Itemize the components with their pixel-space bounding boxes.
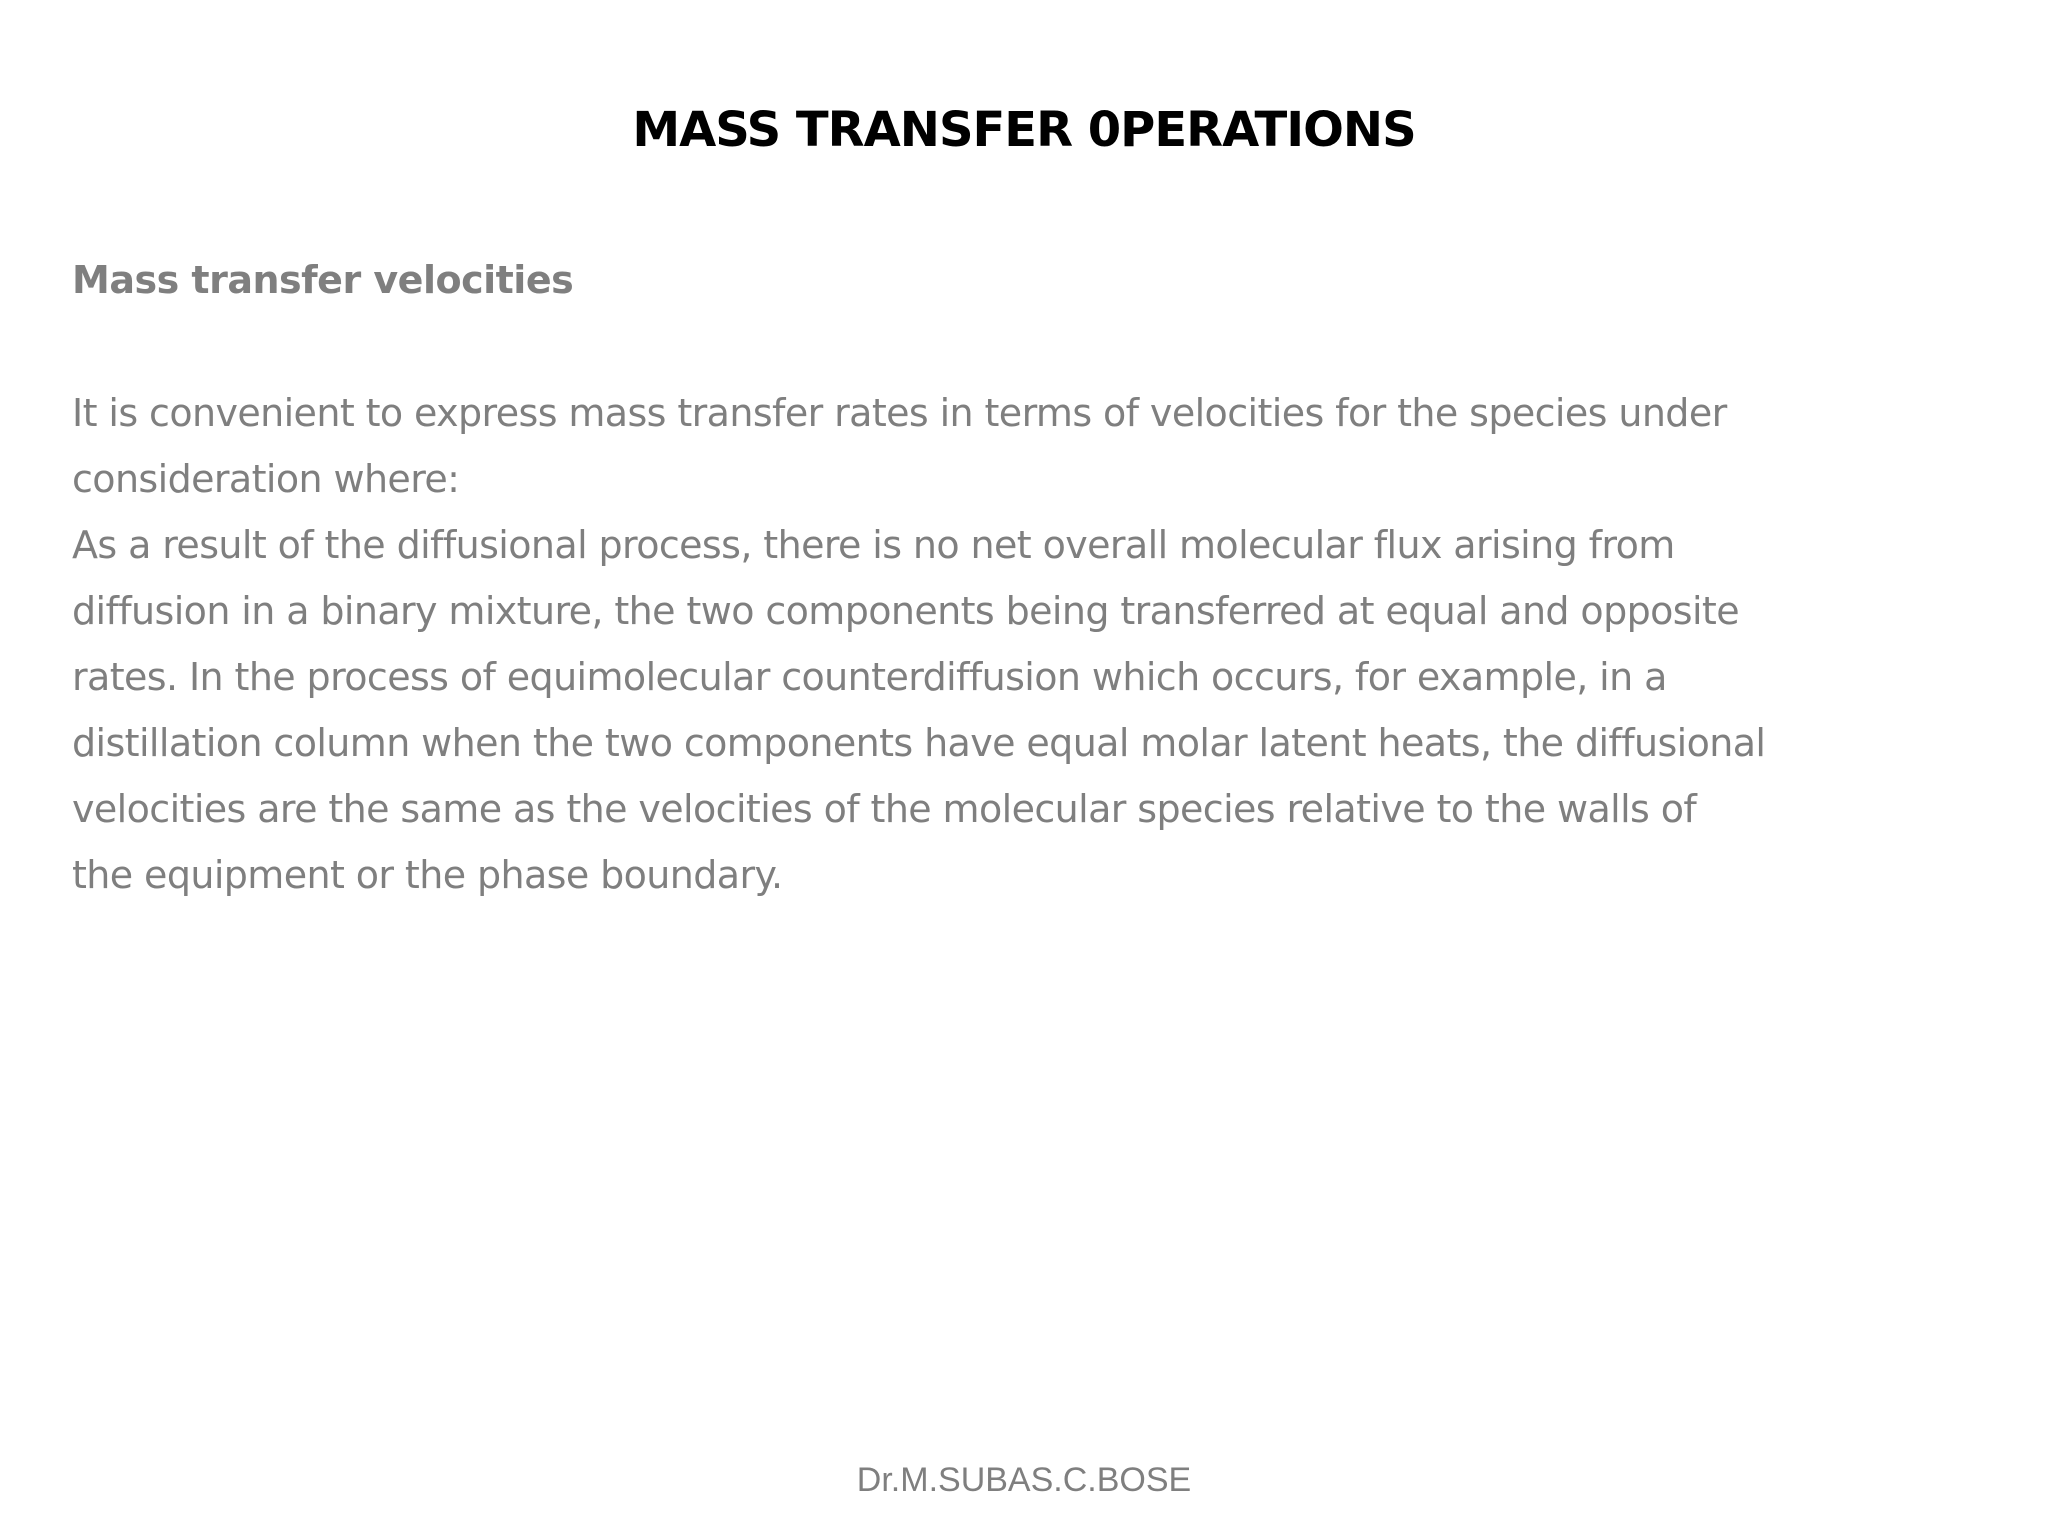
body-line: As a result of the diffusional process, there is no net overall molecular flux arising from	[72, 523, 1675, 567]
body-line: the equipment or the phase boundary.	[72, 853, 783, 897]
body-line: It is convenient to express mass transfer rates in terms of velocities for the species under	[72, 391, 1727, 435]
slide-title: MASS TRANSFER 0PERATIONS	[632, 102, 1416, 158]
body-line: diffusion in a binary mixture, the two components being transferred at equal and opposite	[72, 589, 1740, 633]
body-line: velocities are the same as the velocities of the molecular species relative to the walls of	[72, 787, 1697, 831]
body-text	[72, 380, 1972, 908]
author-footer: Dr.M.SUBAS.C.BOSE	[856, 1461, 1192, 1499]
body-line: rates. In the process of equimolecular counterdiffusion which occurs, for example, in a	[72, 655, 1667, 699]
body-line: distillation column when the two components have equal molar latent heats, the diffusional	[72, 721, 1766, 765]
section-heading: Mass transfer velocities	[72, 258, 574, 302]
body-line: consideration where:	[72, 457, 460, 501]
